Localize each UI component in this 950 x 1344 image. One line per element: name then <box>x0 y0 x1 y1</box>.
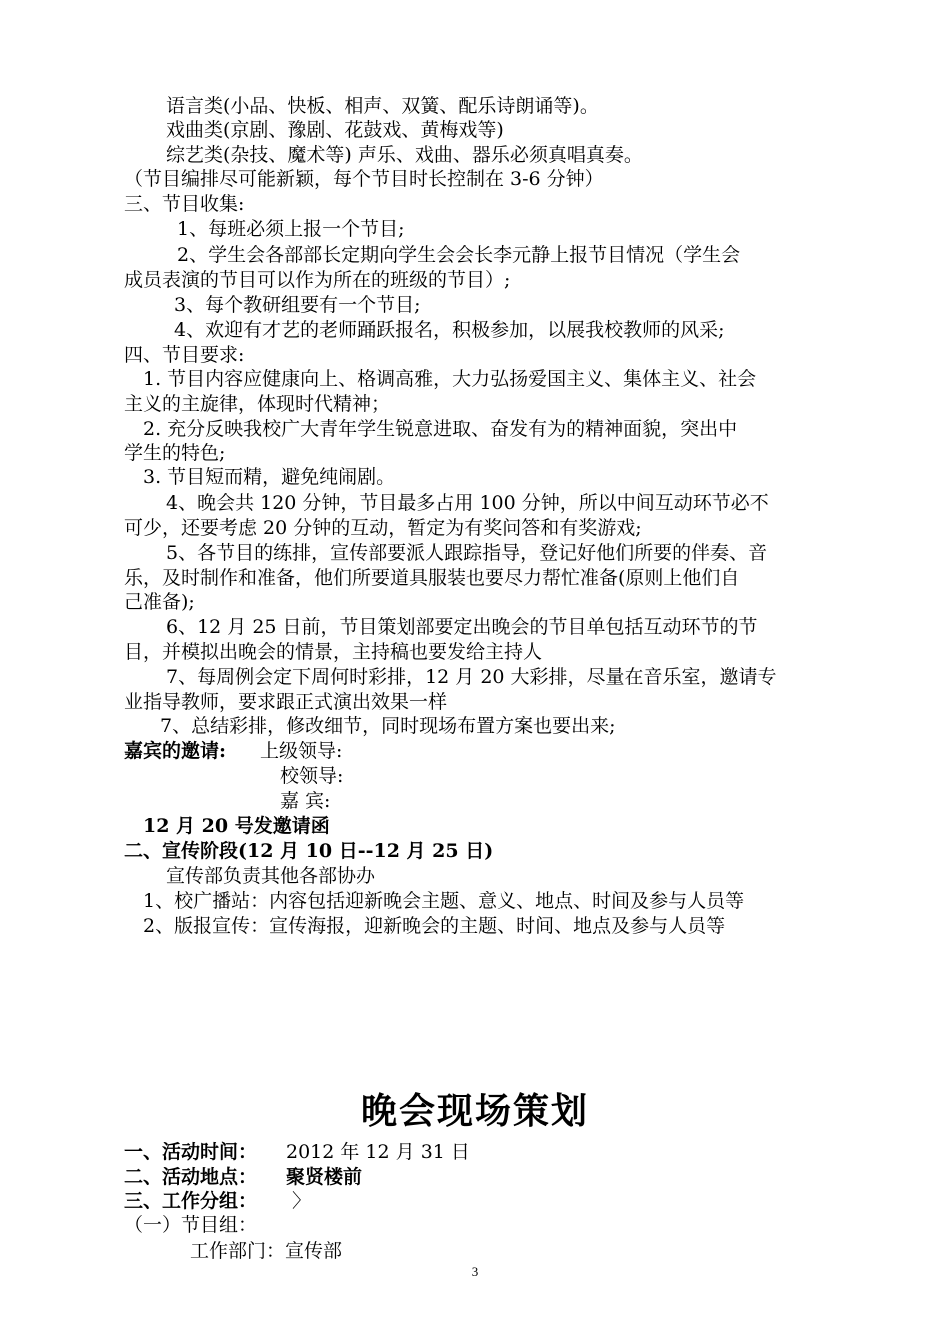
text-line: 业指导教师，要求跟正式演出效果一样 <box>124 691 448 713</box>
text-line: （节目编排尽可能新颖，每个节目时长控制在 3-6 分钟） <box>124 168 604 190</box>
section-value: 2012 年 12 月 31 日 <box>286 1141 470 1163</box>
text-line: 1、每班必须上报一个节目; <box>177 218 405 240</box>
text-line: 2. 充分反映我校广大青年学生锐意进取、奋发有为的精神面貌，突出中 <box>143 418 738 440</box>
text-line: 校领导: <box>280 765 344 787</box>
text-line: 语言类(小品、快板、相声、双簧、配乐诗朗诵等)。 <box>166 95 599 117</box>
section-label: 一、活动时间： <box>124 1141 258 1163</box>
text-line: 12 月 20 号发邀请函 <box>143 815 330 837</box>
text-line: 戏曲类(京剧、豫剧、花鼓戏、黄梅戏等) <box>166 119 504 141</box>
text-line: 4、晚会共 120 分钟，节目最多占用 100 分钟，所以中间互动环节必不 <box>166 492 769 514</box>
page-number: 3 <box>471 1264 479 1279</box>
text-line: 目，并模拟出晚会的情景，主持稿也要发给主持人 <box>124 641 543 663</box>
text-line: 综艺类(杂技、魔术等) 声乐、戏曲、器乐必须真唱真奏。 <box>166 144 643 166</box>
text-line: 四、节目要求: <box>124 344 245 366</box>
text-line: 主义的主旋律，体现时代精神； <box>124 393 391 415</box>
text-line: 嘉 宾: <box>280 790 331 812</box>
section-label: 二、活动地点： <box>124 1166 258 1188</box>
text-line: 2、版报宣传：宣传海报，迎新晚会的主题、时间、地点及参与人员等 <box>143 915 726 937</box>
section-value: 〉 <box>292 1190 312 1212</box>
text-line: 7、每周例会定下周何时彩排，12 月 20 大彩排，尽量在音乐室，邀请专 <box>166 666 777 688</box>
text-line: 4、欢迎有才艺的老师踊跃报名，积极参加，以展我校教师的风采; <box>174 319 725 341</box>
text-line: 3. 节目短而精，避免纯闹剧。 <box>143 466 396 488</box>
page-title: 晚会现场策划 <box>360 1090 589 1132</box>
text-line: 1、校广播站：内容包括迎新晚会主题、意义、地点、时间及参与人员等 <box>143 890 745 912</box>
text-line: 1. 节目内容应健康向上、格调高雅，大力弘扬爱国主义、集体主义、社会 <box>143 368 757 390</box>
text-line: 己准备); <box>124 591 195 613</box>
text-line: 学生的特色; <box>124 442 226 464</box>
text-line: 三、节目收集: <box>124 193 245 215</box>
group-heading: （一）节目组： <box>124 1214 258 1236</box>
text-line: 3、每个教研组要有一个节目; <box>174 294 421 316</box>
text-line: 5、各节目的练排，宣传部要派人跟踪指导，登记好他们所要的伴奏、音 <box>166 542 768 564</box>
guest-invite-label: 嘉宾的邀请: <box>124 740 227 762</box>
text-line: 宣传部负责其他各部协办 <box>166 865 376 887</box>
section-label: 三、工作分组： <box>124 1190 258 1212</box>
text-line: 6、12 月 25 日前，节目策划部要定出晚会的节目单包括互动环节的节 <box>166 616 758 638</box>
section-heading: 二、宣传阶段(12 月 10 日--12 月 25 日) <box>124 840 494 862</box>
text-line: 7、总结彩排，修改细节，同时现场布置方案也要出来; <box>160 715 616 737</box>
text-line: 2、学生会各部部长定期向学生会会长李元静上报节目情况（学生会 <box>177 244 741 266</box>
text-line: 上级领导: <box>260 740 343 762</box>
text-line: 成员表演的节目可以作为所在的班级的节目）; <box>124 269 511 291</box>
text-line: 乐，及时制作和准备，他们所要道具服装也要尽力帮忙准备(原则上他们自 <box>124 567 740 589</box>
section-value: 聚贤楼前 <box>286 1166 363 1188</box>
department-line: 工作部门：宣传部 <box>190 1240 343 1262</box>
text-line: 可少，还要考虑 20 分钟的互动，暂定为有奖问答和有奖游戏; <box>124 517 642 539</box>
